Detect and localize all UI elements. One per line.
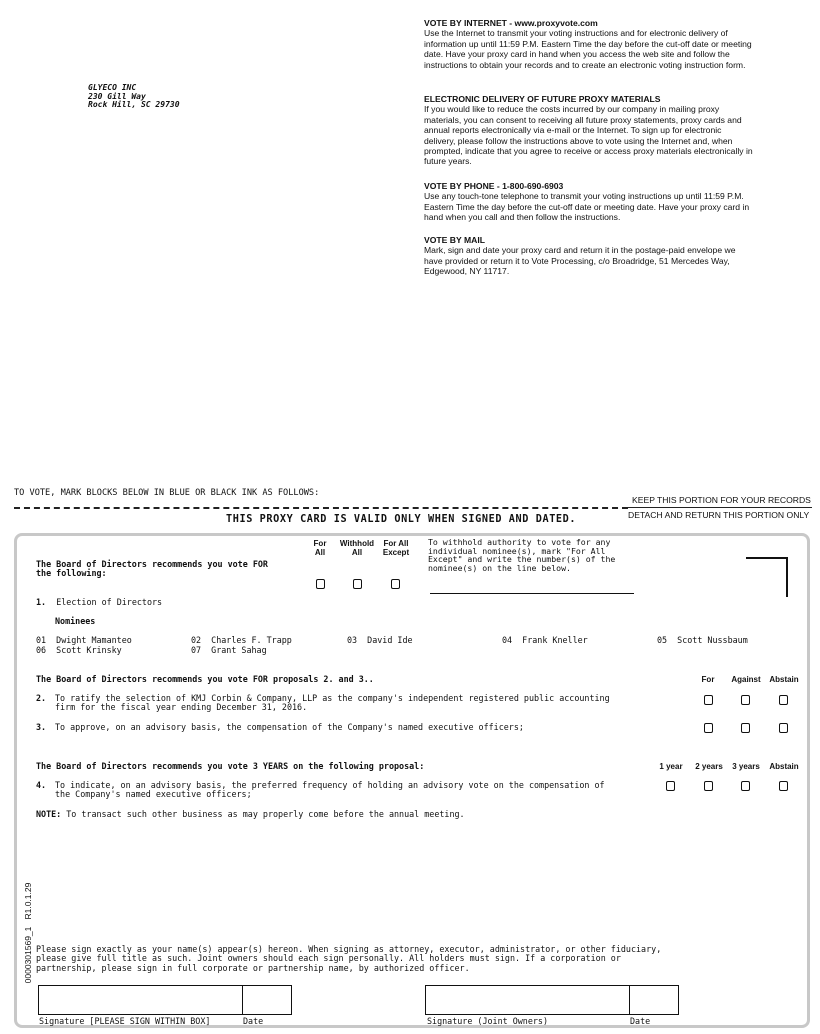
electronic-delivery-title: ELECTRONIC DELIVERY OF FUTURE PROXY MATERIALS [424,94,661,104]
proposal3-text: To approve, on an advisory basis, the compensation of the Company's named executive officers; [55,722,524,732]
signature-box[interactable] [38,985,243,1015]
date-label: Date [243,1016,264,1026]
proposal4-text: To indicate, on an advisory basis, the preferred frequency of holding an advisory vote on the compensation of the Company's named executive officers; [55,780,605,800]
vote-phone-body: Use any touch-tone telephone to transmit your voting instructions up until 11:59 P.M. Eastern Time the day before the cut-off date or meeting date. Have your proxy card in hand when you call and then follow the instructions. [424,191,750,223]
nominee-02: 02 Charles F. Trapp [191,635,292,645]
vote-mail-title: VOTE BY MAIL [424,235,485,245]
col-abstain-4: Abstain [769,762,799,771]
scan-corner-mark [746,557,788,597]
col-abstain: Abstain [769,675,799,684]
joint-signature-box[interactable] [425,985,630,1015]
col-for-all-except: For All Except [382,539,410,557]
joint-date-box[interactable] [629,985,679,1015]
col-withhold-all: Withhold All [339,539,375,557]
proposal4-2-years-checkbox[interactable] [704,781,713,791]
col-for: For [701,675,715,684]
joint-signature-label: Signature (Joint Owners) [427,1016,549,1026]
nominee-03: 03 David Ide [347,635,413,645]
proposal2-against-checkbox[interactable] [741,695,750,705]
sign-instructions: Please sign exactly as your name(s) appear(s) hereon. When signing as attorney, executor, administrator, or other fiduciary, please give full title as such. Joint owners should each sign personally. All holders must sign. If a corporation or partnership, please sign in full corporate or partnership name, by authorized officer. [36,944,662,973]
vote-phone-title: VOTE BY PHONE - 1-800-690-6903 [424,181,564,191]
electronic-delivery-section [424,94,754,167]
proposal3-for-checkbox[interactable] [704,723,713,733]
note: NOTE: To transact such other business as may properly come before the annual meeting. [36,809,465,819]
proposal2-text: To ratify the selection of KMJ Corbin & Company, LLP as the company's independent registered public accounting firm for the fiscal year ending December 31, 2016. [55,693,610,713]
detach-portion-label: DETACH AND RETURN THIS PORTION ONLY [628,510,810,520]
proposal1-recommendation: The Board of Directors recommends you vote FOR the following: [36,559,268,579]
col-2-years: 2 years [695,762,723,771]
proposal3-item: 3. [36,722,47,732]
proposal4-item: 4. [36,780,47,790]
nominees-label: Nominees [55,616,96,626]
electronic-delivery-body: If you would like to reduce the costs incurred by our company in mailing proxy materials, you can consent to receiving all future proxy statements, proxy cards and annual reports electronically via e-mail or the Internet. To sign up for electronic delivery, please follow the instructions above to vote using the Internet and, when prompted, indicate that you agree to receive or access proxy materials electronically in future years. [424,104,753,167]
col-3-years: 3 years [732,762,760,771]
nominee-04: 04 Frank Kneller [502,635,588,645]
vote-phone-section [424,181,754,223]
col-for-all: For All [313,539,327,557]
proposals23-recommendation: The Board of Directors recommends you vote FOR proposals 2. and 3.. [36,674,374,684]
proposal4-recommendation: The Board of Directors recommends you vote 3 YEARS on the following proposal: [36,761,425,771]
proposal2-item: 2. [36,693,47,703]
col-1-year: 1 year [659,762,683,771]
vote-internet-section [424,18,754,70]
for-all-except-checkbox[interactable] [391,579,400,589]
proposal1-item: 1. Election of Directors [36,597,163,607]
company-name: GLYECO INC [88,83,137,92]
address-line-1: 230 Gill Way [88,91,146,101]
valid-note: THIS PROXY CARD IS VALID ONLY WHEN SIGNED AND DATED. [226,514,577,525]
withhold-note: To withhold authority to vote for any individual nominee(s), mark "For All Except" and write the number(s) of the nominee(s) on the line below. [428,537,616,573]
proposal4-1-year-checkbox[interactable] [666,781,675,791]
detach-line [14,507,628,509]
detach-line-right [628,507,812,508]
withhold-all-checkbox[interactable] [353,579,362,589]
vote-mail-section [424,235,754,277]
proposal4-3-years-checkbox[interactable] [741,781,750,791]
proposal2-for-checkbox[interactable] [704,695,713,705]
vote-mail-body: Mark, sign and date your proxy card and return it in the postage-paid envelope we have provided or return it to Vote Processing, c/o Broadridge, 51 Mercedes Way, Edgewood, NY 11717. [424,245,736,277]
for-all-checkbox[interactable] [316,579,325,589]
proposal4-abstain-checkbox[interactable] [779,781,788,791]
col-against: Against [731,675,761,684]
nominee-01: 01 Dwight Mamanteo [36,635,132,645]
address-line-2: Rock Hill, SC 29730 [88,100,180,109]
proposal2-abstain-checkbox[interactable] [779,695,788,705]
vote-internet-body: Use the Internet to transmit your voting instructions and for electronic delivery of information up until 11:59 P.M. Eastern Time the day before the cut-off date or meeting date. Have your proxy card in hand when you access the web site and follow the instructions to obtain your records and to create an electronic voting instruction form. [424,28,752,70]
proposal3-against-checkbox[interactable] [741,723,750,733]
nominee-06: 06 Scott Krinsky [36,645,122,655]
side-control-code: 0000301569_1 R1.0.1.29 [23,882,33,984]
ink-note: TO VOTE, MARK BLOCKS BELOW IN BLUE OR BLACK INK AS FOLLOWS: [14,488,320,498]
nominee-05: 05 Scott Nussbaum [657,635,748,645]
mailing-address [88,84,180,110]
proposal3-abstain-checkbox[interactable] [779,723,788,733]
date-box[interactable] [242,985,292,1015]
keep-portion-label: KEEP THIS PORTION FOR YOUR RECORDS [632,495,811,505]
nominee-exception-line[interactable] [430,593,634,594]
nominee-07: 07 Grant Sahag [191,645,267,655]
signature-label: Signature [PLEASE SIGN WITHIN BOX] [39,1016,211,1026]
vote-internet-title: VOTE BY INTERNET - www.proxyvote.com [424,18,598,28]
joint-date-label: Date [630,1016,651,1026]
